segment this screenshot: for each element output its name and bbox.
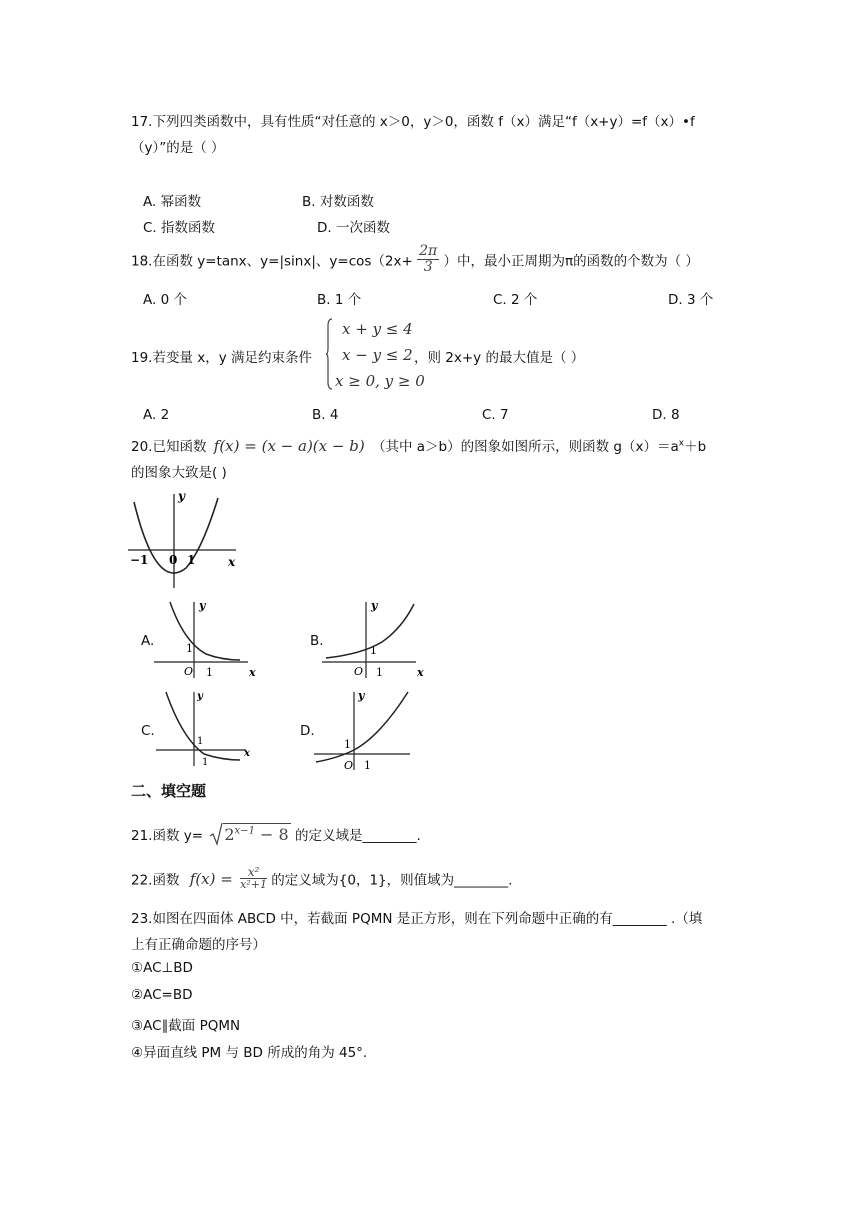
q20-stem-line2: 的图象大致是( ) — [131, 465, 227, 481]
q22-prefix: 22.函数 — [131, 872, 180, 889]
option-b-origin: O — [354, 665, 364, 678]
option-b-x-label: x — [417, 666, 424, 679]
q19-option-c: C. 7 — [482, 407, 509, 423]
q18-option-d: D. 3 个 — [668, 292, 714, 308]
q22-suffix: 的定义域为{0，1}，则值域为________. — [271, 872, 513, 889]
q22-denominator: x²+1 — [240, 878, 267, 891]
option-a-x-tick: 1 — [206, 666, 213, 679]
q20-stem-end: ＋b — [684, 439, 707, 455]
q20-stem-middle: （其中 a＞b）的图象如图所示，则函数 g（x）＝a — [371, 439, 679, 455]
main-graph-tick-one: 1 — [187, 553, 196, 567]
q23-stem-line2: 上有正确命题的序号） — [131, 937, 266, 953]
q20-formula: f(x) = (x − a)(x − b) — [213, 437, 365, 455]
main-graph-x-label: x — [228, 555, 236, 569]
q20-option-d-label: D. — [300, 723, 315, 739]
q21-radicand-base: 2 — [224, 824, 235, 844]
option-b-y-label: y — [371, 599, 378, 612]
option-a-origin: O — [184, 665, 194, 678]
option-a-y-label: y — [199, 599, 206, 612]
q21-suffix: 的定义域是________. — [295, 828, 421, 844]
option-d-y-label: y — [358, 689, 365, 702]
option-d-y-tick: 1 — [344, 738, 351, 751]
sqrt-icon — [209, 822, 223, 846]
q22-fx: f(x) = — [189, 869, 233, 888]
option-c-x-label: x — [244, 748, 250, 759]
option-c-x-tick: 1 — [202, 757, 209, 768]
q18-fraction — [417, 244, 439, 275]
q20-option-b-graph — [322, 598, 426, 680]
q23-item-4: ④异面直线 PM 与 BD 所成的角为 45°. — [131, 1045, 368, 1061]
q19-stem-suffix: ，则 2x+y 的最大值是（ ） — [414, 350, 585, 366]
q20-stem-prefix: 20.已知函数 — [131, 439, 207, 455]
q21-radicand-wrap — [223, 823, 290, 844]
q18-stem-suffix: ）中，最小正周期为π的函数的个数为（ ） — [443, 253, 699, 270]
q19-stem-prefix: 19.若变量 x，y 满足约束条件 — [131, 350, 313, 366]
option-c-y-label: y — [197, 691, 203, 702]
q19-constraint-1: x + y ≤ 4 — [342, 320, 413, 338]
q18-fraction-numerator: 2π — [419, 243, 438, 259]
q18-stem — [131, 244, 699, 275]
q19-brace — [326, 318, 334, 390]
q21-radicand-exp: x−1 — [234, 825, 255, 837]
q23-item-1: ①AC⊥BD — [131, 960, 193, 976]
q22-fraction — [240, 866, 267, 891]
q18-stem-prefix: 18.在函数 y=tanx、y=|sinx|、y=cos（2x+ — [131, 253, 413, 270]
q17-option-b: B. 对数函数 — [302, 194, 374, 210]
q20-option-b-label: B. — [310, 633, 324, 649]
option-b-y-tick: 1 — [370, 644, 377, 657]
option-d-origin: O — [344, 759, 354, 772]
option-a-y-tick: 1 — [186, 642, 193, 655]
q20-option-c-graph — [156, 688, 256, 768]
q19-constraint-2: x − y ≤ 2 — [342, 346, 413, 364]
main-graph-tick-neg1: −1 — [130, 553, 149, 567]
q21-radicand-minus: − 8 — [254, 824, 289, 844]
q22-numerator: x² — [240, 866, 267, 879]
q21-prefix: 21.函数 y= — [131, 828, 204, 844]
q17-option-a: A. 幂函数 — [143, 194, 202, 210]
option-b-x-tick: 1 — [376, 666, 383, 679]
q20-exponent: x — [678, 438, 685, 449]
option-d-curve — [316, 692, 408, 762]
q23-item-2: ②AC=BD — [131, 987, 193, 1003]
q21-stem — [131, 822, 421, 846]
q20-option-d-graph — [314, 688, 418, 772]
q17-option-c: C. 指数函数 — [143, 220, 216, 236]
q18-option-b: B. 1 个 — [317, 292, 362, 308]
q18-fraction-denominator: 3 — [423, 259, 433, 275]
q22-stem — [131, 866, 512, 891]
section-heading: 二、填空题 — [131, 782, 207, 800]
q19-constraint-3: x ≥ 0, y ≥ 0 — [335, 372, 425, 390]
q20-stem-line1 — [131, 435, 706, 455]
q23-item-3: ③AC∥截面 PQMN — [131, 1018, 241, 1034]
q17-stem-line2: （y）”的是（ ） — [131, 140, 225, 156]
main-graph-y-label: y — [178, 489, 185, 503]
q23-stem-line1: 23.如图在四面体 ABCD 中，若截面 PQMN 是正方形，则在下列命题中正确的有________ .（填 — [131, 911, 703, 927]
main-graph-tick-zero: 0 — [169, 553, 178, 567]
option-a-x-label: x — [249, 666, 256, 679]
q20-option-a-graph — [154, 598, 258, 680]
q18-option-c: C. 2 个 — [493, 292, 538, 308]
q17-stem-line1: 17.下列四类函数中，具有性质“对任意的 x＞0，y＞0，函数 f（x）满足“f（x+y）=f（x）•f — [131, 114, 695, 130]
q20-option-c-label: C. — [141, 723, 155, 739]
option-d-x-tick: 1 — [364, 759, 371, 772]
q21-radical — [209, 822, 290, 846]
q18-option-a: A. 0 个 — [143, 292, 187, 308]
q20-option-a-label: A. — [141, 633, 155, 649]
q17-option-d: D. 一次函数 — [317, 220, 390, 236]
q19-option-d: D. 8 — [652, 407, 680, 423]
q20-main-graph — [128, 488, 240, 588]
q19-option-b: B. 4 — [312, 407, 339, 423]
option-c-y-tick: 1 — [197, 736, 204, 747]
q19-option-a: A. 2 — [143, 407, 170, 423]
